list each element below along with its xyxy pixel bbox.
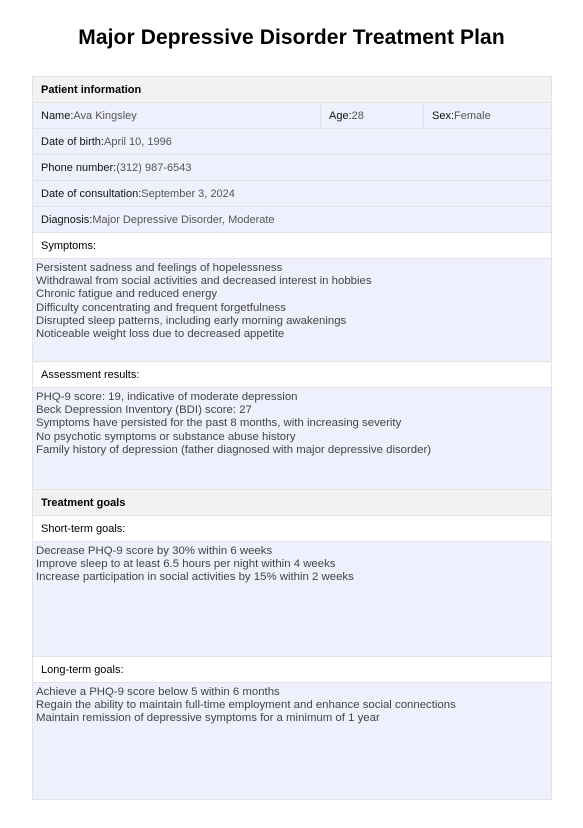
phone-label: Phone number:	[41, 161, 117, 174]
row-diagnosis	[33, 207, 551, 233]
long-term-goals-text-area[interactable]	[33, 683, 551, 799]
assessment-item: Beck Depression Inventory (BDI) score: 27	[36, 404, 252, 417]
short-term-goal-item: Improve sleep to at least 6.5 hours per night within 4 weeks	[36, 558, 336, 571]
treatment-plan-form	[32, 76, 552, 800]
symptoms-text-area[interactable]	[33, 259, 551, 362]
long-term-goals-label-row	[33, 657, 551, 683]
symptom-item: Withdrawal from social activities and decreased interest in hobbies	[36, 275, 372, 288]
short-term-goal-item: Increase participation in social activities by 15% within 2 weeks	[36, 571, 354, 584]
short-term-goals-text-area[interactable]	[33, 542, 551, 657]
short-term-goals-label-row	[33, 516, 551, 542]
age-label: Age:	[329, 109, 352, 122]
long-term-goals-label: Long-term goals:	[41, 663, 124, 676]
consultation-cell[interactable]	[33, 181, 551, 206]
sex-label: Sex:	[432, 109, 455, 122]
assessment-item: Symptoms have persisted for the past 8 months, with increasing severity	[36, 417, 402, 430]
symptoms-label-row	[33, 233, 551, 259]
assessment-text-area[interactable]	[33, 388, 551, 490]
dob-label: Date of birth:	[41, 135, 104, 148]
consultation-label: Date of consultation:	[41, 187, 142, 200]
symptom-item: Chronic fatigue and reduced energy	[36, 288, 218, 301]
page-title: Major Depressive Disorder Treatment Plan	[78, 26, 505, 49]
diagnosis-value: Major Depressive Disorder, Moderate	[92, 213, 275, 226]
dob-value: April 10, 1996	[103, 135, 172, 148]
symptoms-label: Symptoms:	[41, 239, 97, 252]
assessment-item: Family history of depression (father diagnosed with major depressive disorder)	[36, 443, 432, 456]
consultation-value: September 3, 2024	[141, 187, 235, 200]
symptom-item: Persistent sadness and feelings of hopelessness	[36, 262, 283, 274]
assessment-item: No psychotic symptoms or substance abuse history	[36, 430, 296, 443]
diagnosis-cell[interactable]	[33, 207, 551, 232]
section-title: Patient information	[41, 83, 142, 96]
phone-value: (312) 987-6543	[116, 161, 192, 174]
diagnosis-label: Diagnosis:	[41, 213, 93, 226]
sex-cell[interactable]	[423, 103, 551, 128]
symptom-item: Noticeable weight loss due to decreased appetite	[36, 328, 285, 341]
long-term-goal-item: Maintain remission of depressive symptoms for a minimum of 1 year	[36, 712, 380, 725]
short-term-goals-label: Short-term goals:	[41, 522, 126, 535]
section-header-patient-information	[33, 77, 551, 103]
assessment-label-row	[33, 362, 551, 388]
long-term-goal-item: Regain the ability to maintain full-time employment and enhance social connections	[36, 699, 456, 712]
symptom-item: Disrupted sleep patterns, including early morning awakenings	[36, 314, 347, 327]
assessment-label: Assessment results:	[41, 368, 140, 381]
long-term-goal-item: Achieve a PHQ-9 score below 5 within 6 months	[36, 686, 280, 698]
section-header-treatment-goals	[33, 490, 551, 516]
dob-cell[interactable]	[33, 129, 551, 154]
sex-value: Female	[454, 109, 491, 122]
age-cell[interactable]	[320, 103, 423, 128]
name-value: Ava Kingsley	[73, 109, 137, 122]
short-term-goal-item: Decrease PHQ-9 score by 30% within 6 weeks	[36, 545, 273, 557]
row-date-of-consultation	[33, 181, 551, 207]
row-phone-number	[33, 155, 551, 181]
name-label: Name:	[41, 109, 74, 122]
phone-cell[interactable]	[33, 155, 551, 180]
name-cell[interactable]	[33, 103, 320, 128]
assessment-item: PHQ-9 score: 19, indicative of moderate depression	[36, 391, 298, 403]
section-title: Treatment goals	[41, 496, 126, 509]
age-value: 28	[351, 109, 364, 122]
row-name-age-sex	[33, 103, 551, 129]
symptom-item: Difficulty concentrating and frequent forgetfulness	[36, 301, 286, 314]
row-date-of-birth	[33, 129, 551, 155]
